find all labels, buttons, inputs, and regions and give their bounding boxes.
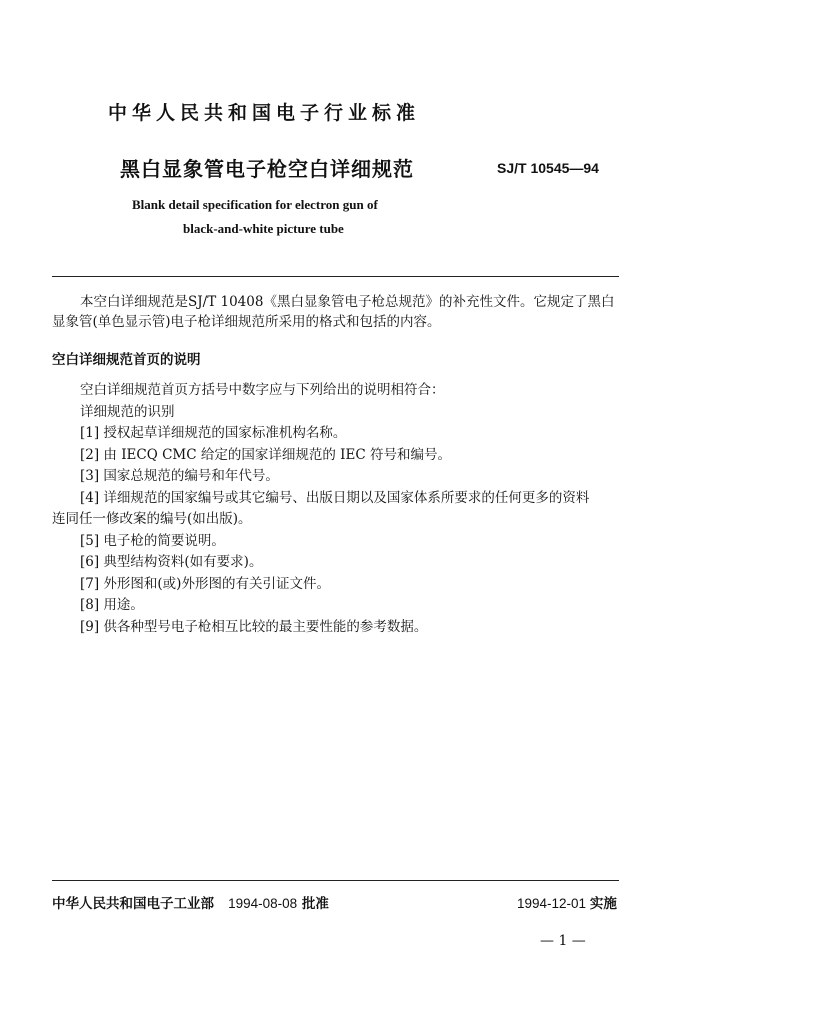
page-number: — 1 — [540,933,586,949]
footer-approval [52,892,329,912]
approved-label: 批准 [301,896,329,912]
list-item: [3] 国家总规范的编号和年代号。 [80,468,279,484]
issuing-ministry: 中华人民共和国电子工业部 [52,896,214,912]
list-item-continuation: 连同任一修改案的编号(如出版)。 [52,511,252,527]
list-item: [1] 授权起草详细规范的国家标准机构名称。 [80,425,347,441]
list-item: [2] 由 IECQ CMC 给定的国家详细规范的 IEC 符号和编号。 [80,446,451,463]
intro-paragraph: 本空白详细规范是SJ/T 10408《黑白显象管电子枪总规范》的补充性文件。它规定了黑白显象管(单色显示管)电子枪详细规范所采用的格式和包括的内容。 [52,294,615,330]
list-item: [4] 详细规范的国家编号或其它编号、出版日期以及国家体系所要求的任何更多的资料 [80,489,590,506]
standard-code: SJ/T 10545—94 [497,160,599,176]
instructions-lead: 空白详细规范首页方括号中数字应与下列给出的说明相符合： [80,382,445,398]
list-item: [5] 电子枪的简要说明。 [80,532,225,549]
list-item: [8] 用途。 [80,597,144,613]
effective-date: 1994-12-01 [517,896,587,911]
list-item: [7] 外形图和(或)外形图的有关引证文件。 [80,575,330,592]
document-title-cn: 黑白显象管电子枪空白详细规范 [120,157,414,181]
list-item: [9] 供各种型号电子枪相互比较的最主要性能的参考数据。 [80,618,428,635]
identification-heading: 详细规范的识别 [80,403,175,420]
section-heading: 空白详细规范首页的说明 [52,352,201,368]
approved-date: 1994-08-08 [228,896,298,911]
instructions-block [52,380,620,638]
document-title-en-line2: black-and-white picture tube [183,221,344,236]
document-title-en-line1: Blank detail specification for electron gun of [132,197,378,212]
standard-header: 中华人民共和国电子行业标准 [108,102,421,124]
effective-label: 实施 [589,896,617,912]
footer-effective [517,892,617,912]
header-divider [52,276,619,277]
list-item: [6] 典型结构资料(如有要求)。 [80,554,263,570]
footer-divider [52,880,619,881]
